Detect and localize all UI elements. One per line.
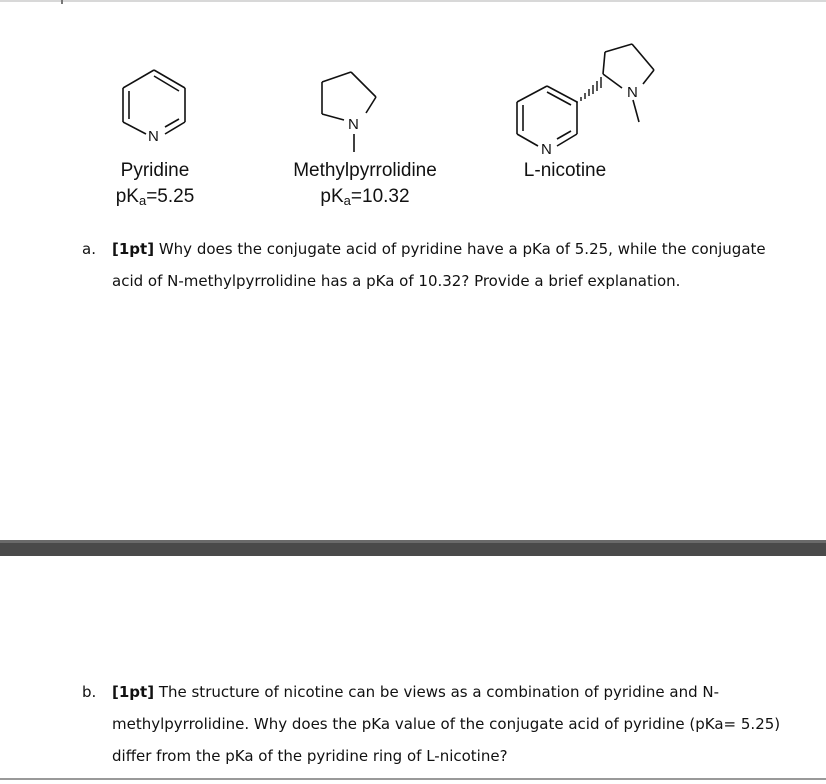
question-b-line-3: differ from the pKa of the pyridine ring of L-nicotine? <box>112 747 508 765</box>
question-b-line-2: methylpyrrolidine. Why does the pKa value of the conjugate acid of pyridine (pKa= 5.25) <box>112 715 781 733</box>
question-a-letter: a. <box>82 240 96 258</box>
methylpyrrolidine-name: Methylpyrrolidine <box>293 160 437 181</box>
question-b-body <box>112 676 780 772</box>
nicotine-pyridine-nitrogen-label: N <box>541 141 552 158</box>
methylpyrrolidine-structure <box>310 60 400 160</box>
nicotine-name: L-nicotine <box>523 160 607 181</box>
question-a <box>82 233 802 303</box>
page-bottom <box>0 556 826 784</box>
pyridine-caption <box>90 158 220 214</box>
question-a-line-2: acid of N-methylpyrrolidine has a pKa of 10.32? Provide a brief explanation. <box>112 272 681 290</box>
question-b-points: [1pt] <box>112 683 155 701</box>
nicotine-pyrrolidine-nitrogen-label: N <box>627 84 638 101</box>
question-a-text-1: Why does the conjugate acid of pyridine have a pKa of 5.25, while the conjugate <box>154 240 766 258</box>
question-a-points: [1pt] <box>112 240 155 258</box>
page-top-edge <box>0 0 826 2</box>
page-separator <box>0 540 826 556</box>
nicotine-structure <box>505 40 665 170</box>
pyridine-structure <box>110 60 200 150</box>
nicotine-caption <box>500 158 630 184</box>
question-b-text-1: The structure of nicotine can be views as a combination of pyridine and N- <box>154 683 720 701</box>
methylpyrrolidine-nitrogen-label: N <box>348 116 359 133</box>
methylpyrrolidine-caption <box>270 158 460 214</box>
pyridine-name: Pyridine <box>120 160 190 181</box>
question-a-body <box>112 233 766 297</box>
page-edge-mark <box>61 0 63 4</box>
question-b-letter: b. <box>82 683 97 701</box>
pyridine-nitrogen-label: N <box>148 128 159 145</box>
question-b-line-1 <box>112 676 780 708</box>
page-bottom-edge <box>0 778 826 780</box>
question-b <box>82 676 802 776</box>
pyridine-pka: $pK_a=5.25$ <box>115 186 195 208</box>
question-a-line-1 <box>112 233 766 265</box>
methylpyrrolidine-pka: $pK_a=10.32$ <box>320 186 410 208</box>
